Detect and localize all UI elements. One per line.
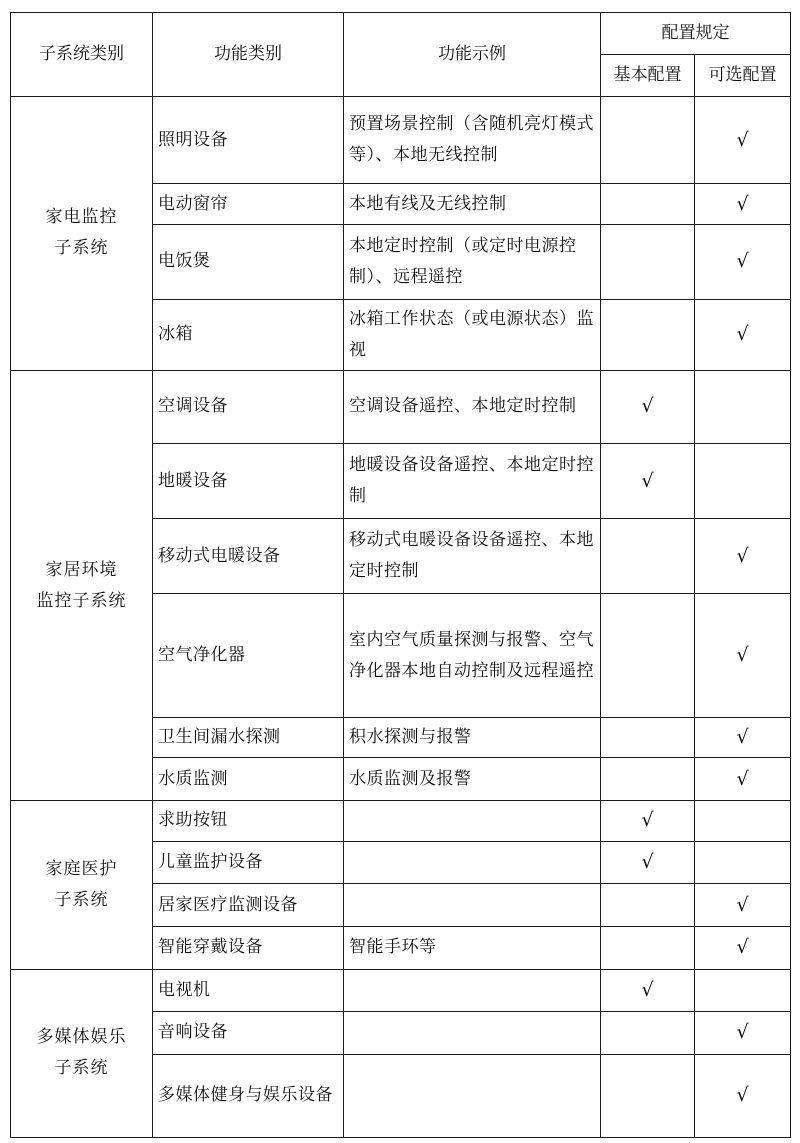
optional-config-cell	[695, 841, 791, 884]
function-example-cell	[344, 801, 601, 842]
header-config: 配置规定	[601, 13, 791, 55]
check-mark-icon: √	[736, 323, 749, 346]
subsystem-name-line: 家居环境	[45, 559, 118, 580]
subsystem-name-line: 多媒体娱乐	[36, 1027, 127, 1048]
basic-config-cell	[601, 299, 695, 370]
check-mark-icon: √	[736, 644, 749, 667]
basic-config-cell	[601, 97, 695, 184]
check-mark-icon: √	[736, 936, 749, 959]
table-header	[11, 13, 791, 97]
function-category-cell: 音响设备	[153, 1012, 344, 1055]
basic-config-cell	[601, 717, 695, 758]
table-row	[11, 370, 791, 443]
optional-config-cell	[695, 969, 791, 1012]
optional-config-cell	[695, 758, 791, 801]
function-category-cell: 地暖设备	[153, 443, 344, 518]
optional-config-cell	[695, 926, 791, 969]
basic-config-cell	[601, 969, 695, 1012]
optional-config-cell	[695, 97, 791, 184]
basic-config-cell	[601, 926, 695, 969]
function-category-cell: 智能穿戴设备	[153, 926, 344, 969]
function-category-cell: 居家医疗监测设备	[153, 884, 344, 927]
check-mark-icon: √	[736, 544, 749, 567]
optional-config-cell	[695, 519, 791, 594]
optional-config-cell	[695, 884, 791, 927]
function-example-cell: 智能手环等	[344, 926, 601, 969]
header-basic-config: 基本配置	[601, 55, 695, 97]
function-example-cell: 室内空气质量探测与报警、空气净化器本地自动控制及远程遥控	[344, 594, 601, 718]
check-mark-icon: √	[641, 469, 654, 492]
basic-config-cell	[601, 841, 695, 884]
function-category-cell: 移动式电暖设备	[153, 519, 344, 594]
function-category-cell: 电动窗帘	[153, 184, 344, 225]
basic-config-cell	[601, 370, 695, 443]
header-function-category: 功能类别	[153, 13, 344, 97]
function-category-cell: 照明设备	[153, 97, 344, 184]
subsystem-name-line: 家电监控	[45, 207, 118, 228]
function-example-cell: 地暖设备设备遥控、本地定时控制	[344, 443, 601, 518]
basic-config-cell	[601, 1012, 695, 1055]
optional-config-cell	[695, 443, 791, 518]
function-example-cell	[344, 841, 601, 884]
function-example-cell	[344, 1054, 601, 1137]
optional-config-cell	[695, 299, 791, 370]
basic-config-cell	[601, 801, 695, 842]
table-row	[11, 969, 791, 1012]
subsystem-cell	[11, 969, 153, 1138]
subsystem-name-line: 监控子系统	[36, 590, 127, 611]
basic-config-cell	[601, 594, 695, 718]
table-row	[11, 801, 791, 842]
optional-config-cell	[695, 1012, 791, 1055]
function-example-cell: 冰箱工作状态（或电源状态）监视	[344, 299, 601, 370]
basic-config-cell	[601, 1054, 695, 1137]
subsystem-name-line: 子系统	[54, 238, 109, 259]
function-category-cell: 多媒体健身与娱乐设备	[153, 1054, 344, 1137]
subsystem-cell	[11, 801, 153, 969]
subsystem-name-line: 子系统	[54, 889, 109, 910]
check-mark-icon: √	[736, 192, 749, 215]
basic-config-cell	[601, 758, 695, 801]
optional-config-cell	[695, 801, 791, 842]
function-category-cell: 卫生间漏水探测	[153, 717, 344, 758]
config-table	[10, 12, 791, 1138]
check-mark-icon: √	[736, 1021, 749, 1044]
optional-config-cell	[695, 594, 791, 718]
basic-config-cell	[601, 519, 695, 594]
function-example-cell	[344, 884, 601, 927]
function-category-cell: 求助按钮	[153, 801, 344, 842]
optional-config-cell	[695, 717, 791, 758]
check-mark-icon: √	[736, 726, 749, 749]
check-mark-icon: √	[641, 395, 654, 418]
function-example-cell: 积水探测与报警	[344, 717, 601, 758]
subsystem-cell	[11, 370, 153, 800]
check-mark-icon: √	[641, 809, 654, 832]
subsystem-cell	[11, 97, 153, 371]
function-example-cell: 移动式电暖设备设备遥控、本地定时控制	[344, 519, 601, 594]
optional-config-cell	[695, 184, 791, 225]
table-body	[11, 97, 791, 1138]
header-optional-config: 可选配置	[695, 55, 791, 97]
function-category-cell: 冰箱	[153, 299, 344, 370]
check-mark-icon: √	[736, 767, 749, 790]
function-example-cell: 空调设备遥控、本地定时控制	[344, 370, 601, 443]
subsystem-name-line: 子系统	[54, 1058, 109, 1079]
function-category-cell: 空调设备	[153, 370, 344, 443]
function-example-cell	[344, 969, 601, 1012]
check-mark-icon: √	[736, 250, 749, 273]
function-category-cell: 电饭煲	[153, 224, 344, 299]
basic-config-cell	[601, 884, 695, 927]
function-example-cell: 水质监测及报警	[344, 758, 601, 801]
header-subsystem: 子系统类别	[11, 13, 153, 97]
function-example-cell: 预置场景控制（含随机亮灯模式等）、本地无线控制	[344, 97, 601, 184]
basic-config-cell	[601, 184, 695, 225]
optional-config-cell	[695, 370, 791, 443]
optional-config-cell	[695, 1054, 791, 1137]
function-example-cell	[344, 1012, 601, 1055]
function-category-cell: 空气净化器	[153, 594, 344, 718]
check-mark-icon: √	[641, 850, 654, 873]
function-category-cell: 电视机	[153, 969, 344, 1012]
function-example-cell: 本地有线及无线控制	[344, 184, 601, 225]
check-mark-icon: √	[736, 1084, 749, 1107]
check-mark-icon: √	[641, 978, 654, 1001]
header-function-example: 功能示例	[344, 13, 601, 97]
check-mark-icon: √	[736, 128, 749, 151]
check-mark-icon: √	[736, 893, 749, 916]
table-row	[11, 97, 791, 184]
subsystem-name-line: 家庭医护	[45, 858, 118, 879]
basic-config-cell	[601, 443, 695, 518]
function-example-cell: 本地定时控制（或定时电源控制）、远程遥控	[344, 224, 601, 299]
basic-config-cell	[601, 224, 695, 299]
optional-config-cell	[695, 224, 791, 299]
function-category-cell: 儿童监护设备	[153, 841, 344, 884]
function-category-cell: 水质监测	[153, 758, 344, 801]
